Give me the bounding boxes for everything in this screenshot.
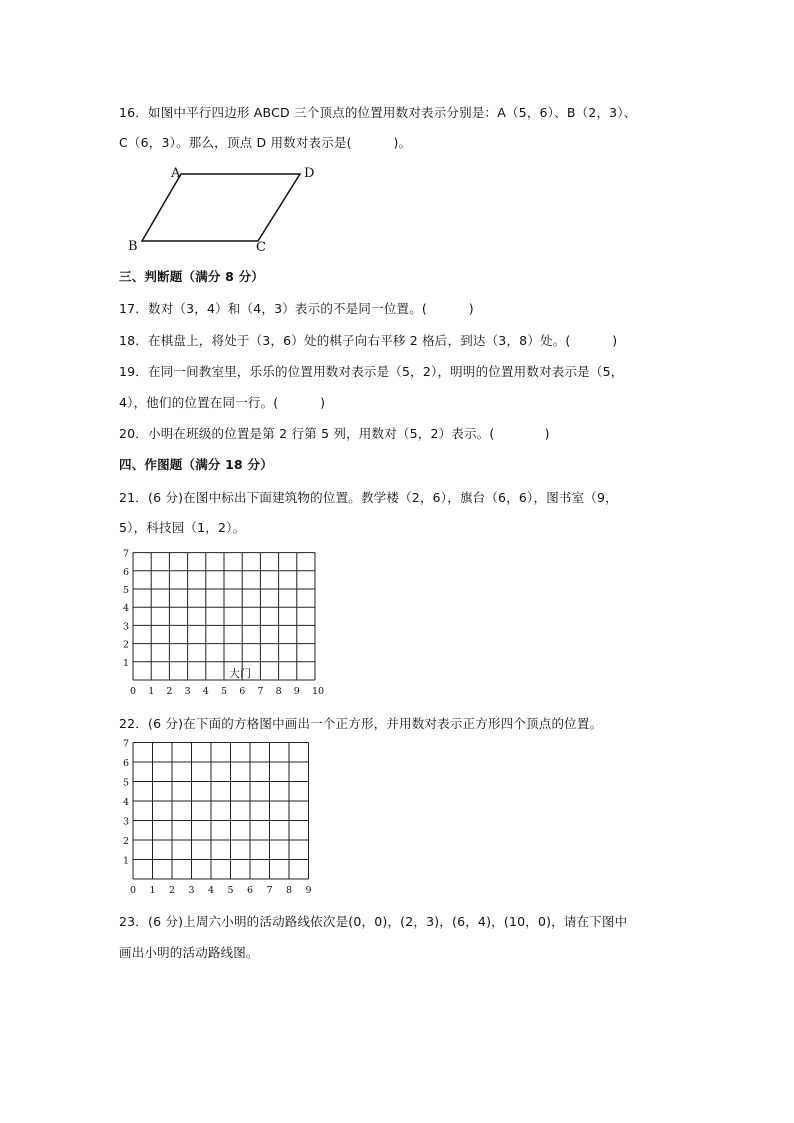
grid2-x-tick-label: 1 xyxy=(149,885,156,896)
grid2-x-tick-label: 6 xyxy=(247,885,254,896)
q20-text: 20．小明在班级的位置是第 2 行第 5 列，用数对（5，2）表示。( ) xyxy=(119,426,550,441)
grid1-y-tick-label: 3 xyxy=(123,621,130,633)
grid2-x-tick-label: 7 xyxy=(266,885,273,896)
q17-text: 17．数对（3，4）和（4，3）表示的不是同一位置。( ) xyxy=(119,301,474,316)
vertex-label-d: D xyxy=(304,166,315,181)
grid1-x-tick-label: 5 xyxy=(221,686,228,697)
grid2-y-tick-label: 4 xyxy=(123,797,130,808)
grid2-y-tick-label: 1 xyxy=(123,855,130,867)
parallelogram-figure xyxy=(120,160,330,260)
grid2-y-tick-label: 7 xyxy=(123,738,130,750)
grid1-y-tick-label: 6 xyxy=(123,566,130,578)
grid2-x-tick-label: 4 xyxy=(208,885,215,896)
grid2-y-tick-label: 3 xyxy=(123,816,130,828)
q19-text-line2: 4），他们的位置在同一行。( ) xyxy=(119,395,326,410)
vertex-label-b: B xyxy=(128,239,138,254)
grid1-x-tick-label: 0 xyxy=(130,686,137,697)
q16-text-line1: 16．如图中平行四边形 ABCD 三个顶点的位置用数对表示分别是：A（5，6）、B（2，3）、 xyxy=(119,105,637,120)
grid1-x-tick-label: 6 xyxy=(239,686,246,697)
grid2-x-tick-label: 3 xyxy=(188,885,195,896)
grid2-x-tick-label: 8 xyxy=(286,885,293,896)
parallelogram-shape xyxy=(142,174,300,241)
grid1-x-tick-label: 3 xyxy=(184,686,191,697)
vertex-label-c: C xyxy=(256,240,266,255)
grid1-y-tick-label: 2 xyxy=(123,639,130,651)
section-4-heading: 四、作图题（满分 18 分） xyxy=(119,457,273,472)
grid2-y-tick-label: 6 xyxy=(123,758,130,769)
gate-label: 大门 xyxy=(229,667,251,680)
grid1-x-tick-label: 8 xyxy=(275,686,282,697)
grid2-x-tick-label: 2 xyxy=(169,885,176,896)
grid2-y-tick-label: 5 xyxy=(123,777,130,789)
coordinate-grid-square xyxy=(118,738,328,897)
grid1-x-tick-label: 4 xyxy=(202,686,209,697)
grid1-x-tick-label: 2 xyxy=(166,686,173,697)
grid1-y-tick-label: 1 xyxy=(123,657,130,669)
coordinate-grid-buildings xyxy=(118,546,328,698)
grid1-x-tick-label: 10 xyxy=(312,686,325,697)
q21-text-line2: 5），科技园（1，2）。 xyxy=(119,520,246,535)
q23-text-line2: 画出小明的活动路线图。 xyxy=(119,945,259,960)
grid1-y-tick-label: 4 xyxy=(123,603,130,615)
q18-text: 18．在棋盘上，将处于（3，6）处的棋子向右平移 2 格后，到达（3，8）处。( ) xyxy=(119,333,618,348)
q16-text-line2: C（6，3）。那么，顶点 D 用数对表示是( )。 xyxy=(119,135,412,150)
grid1-x-tick-label: 1 xyxy=(148,686,155,697)
q22-text: 22．(6 分)在下面的方格图中画出一个正方形，并用数对表示正方形四个顶点的位置。 xyxy=(119,716,603,731)
grid1-x-tick-label: 7 xyxy=(257,686,264,697)
q19-text-line1: 19．在同一间教室里，乐乐的位置用数对表示是（5，2），明明的位置用数对表示是（5， xyxy=(119,364,624,379)
grid1-x-tick-label: 9 xyxy=(293,686,300,697)
grid1-y-tick-label: 5 xyxy=(123,585,130,596)
q23-text-line1: 23．(6 分)上周六小明的活动路线依次是(0，0)，(2，3)，(6，4)，(10，0)，请在下图中 xyxy=(119,914,628,929)
grid2-x-tick-label: 0 xyxy=(130,885,137,896)
vertex-label-a: A xyxy=(171,166,181,181)
grid2-x-tick-label: 9 xyxy=(305,885,312,896)
q21-text-line1: 21．(6 分)在图中标出下面建筑物的位置。教学楼（2，6），旗台（6，6），图书室（9， xyxy=(119,490,618,505)
grid2-y-tick-label: 2 xyxy=(123,836,130,847)
grid2-x-tick-label: 5 xyxy=(227,885,234,896)
section-3-heading: 三、判断题（满分 8 分） xyxy=(119,269,265,284)
grid1-y-tick-label: 7 xyxy=(123,548,130,560)
